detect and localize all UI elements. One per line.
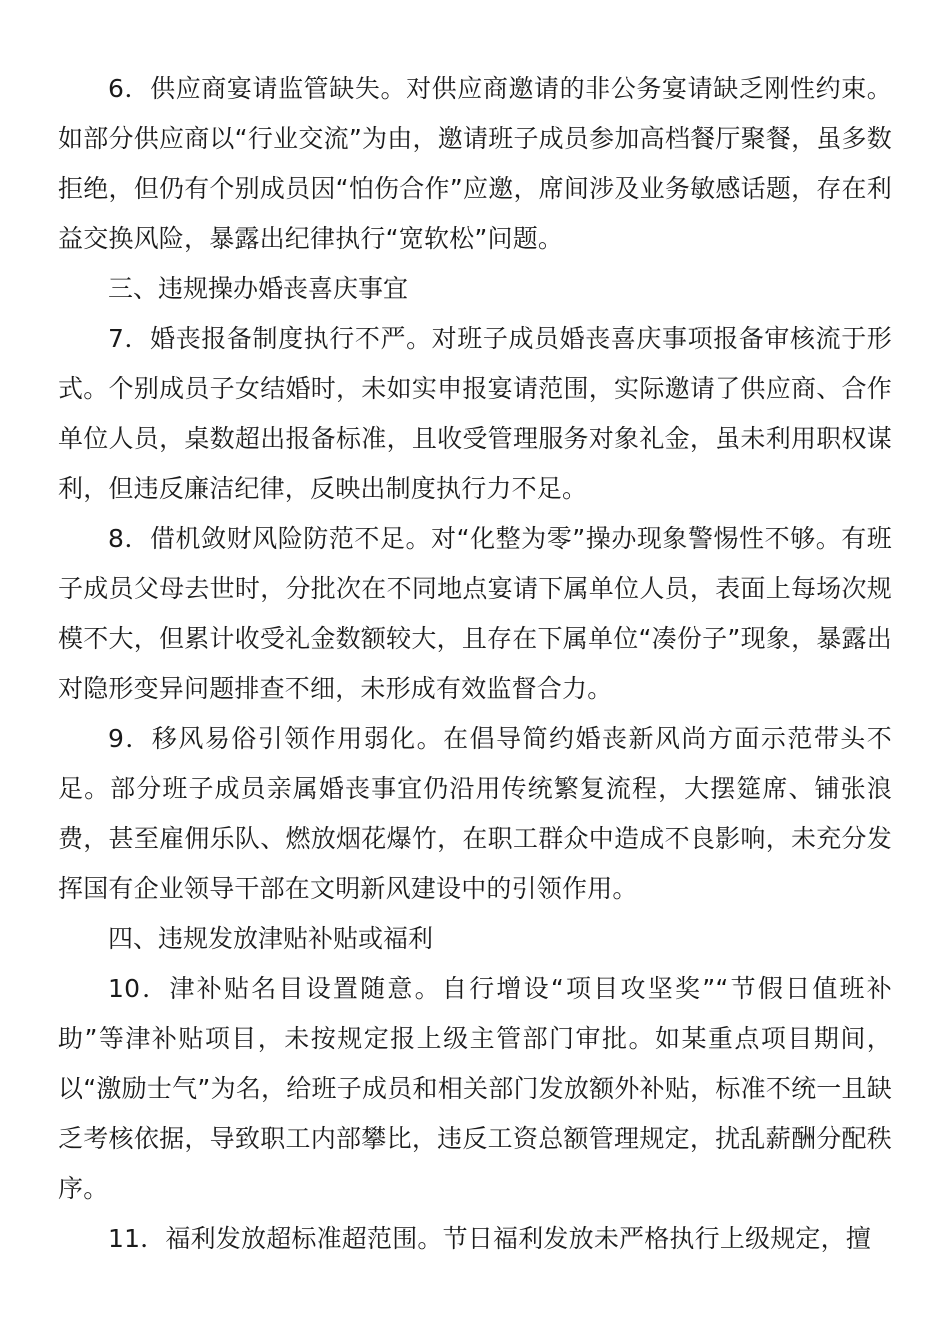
paragraph-item-11: 11．福利发放超标准超范围。节日福利发放未严格执行上级规定，擅 xyxy=(108,1224,872,1253)
document-body xyxy=(58,64,892,1264)
paragraph-item-10: 10．津补贴名目设置随意。自行增设“项目攻坚奖”“节假日值班补助”等津补贴项目，未按规定报上级主管部门审批。如某重点项目期间，以“激励士气”为名，给班子成员和相关部门发放额外补贴，标准不统一且缺乏考核依据，导致职工内部攀比，违反工资总额管理规定，扰乱薪酬分配秩序。 xyxy=(58,974,892,1203)
paragraph-item-7: 7．婚丧报备制度执行不严。对班子成员婚丧喜庆事项报备审核流于形式。个别成员子女结婚时，未如实申报宴请范围，实际邀请了供应商、合作单位人员，桌数超出报备标准，且收受管理服务对象礼金，虽未利用职权谋利，但违反廉洁纪律，反映出制度执行力不足。 xyxy=(58,324,892,503)
paragraph-item-6: 6．供应商宴请监管缺失。对供应商邀请的非公务宴请缺乏刚性约束。如部分供应商以“行业交流”为由，邀请班子成员参加高档餐厅聚餐，虽多数拒绝，但仍有个别成员因“怕伤合作”应邀，席间涉及业务敏感话题，存在利益交换风险，暴露出纪律执行“宽软松”问题。 xyxy=(58,74,892,253)
paragraph-item-9: 9．移风易俗引领作用弱化。在倡导简约婚丧新风尚方面示范带头不足。部分班子成员亲属婚丧事宜仍沿用传统繁复流程，大摆筵席、铺张浪费，甚至雇佣乐队、燃放烟花爆竹，在职工群众中造成不良影响，未充分发挥国有企业领导干部在文明新风建设中的引领作用。 xyxy=(58,724,892,903)
section-heading-4: 四、违规发放津贴补贴或福利 xyxy=(108,924,434,953)
section-heading-3: 三、违规操办婚丧喜庆事宜 xyxy=(108,274,409,303)
paragraph-item-8: 8．借机敛财风险防范不足。对“化整为零”操办现象警惕性不够。有班子成员父母去世时，分批次在不同地点宴请下属单位人员，表面上每场次规模不大，但累计收受礼金数额较大，且存在下属单位“凑份子”现象，暴露出对隐形变异问题排查不细，未形成有效监督合力。 xyxy=(58,524,892,703)
